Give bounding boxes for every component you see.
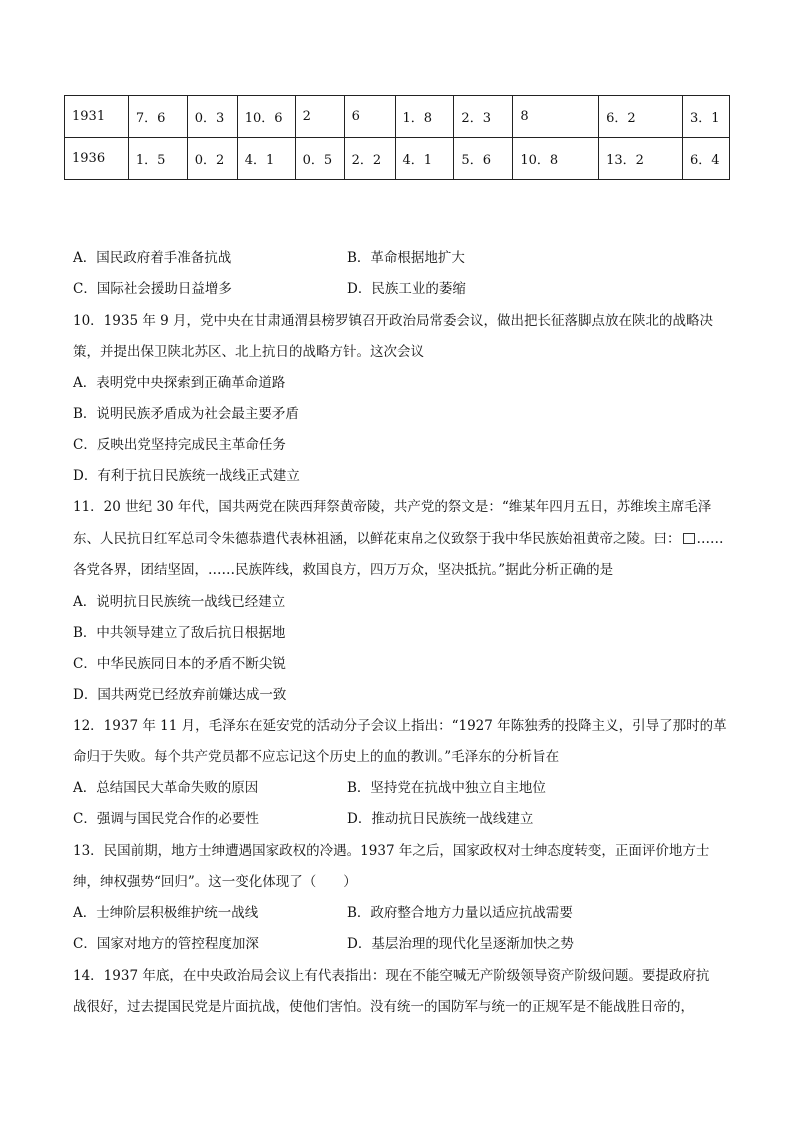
q10-stem-line-2: 策，并提出保卫陕北苏区、北上抗日的战略方针。这次会议 (73, 344, 424, 360)
table-cell: 5．6 (454, 138, 513, 180)
q10-option-a: A．表明党中央探索到正确革命道路 (73, 375, 286, 391)
q13-option-c: C．国家对地方的管控程度加深 (73, 936, 259, 952)
embedded-object-icon (683, 533, 695, 544)
table-cell: 8 (513, 96, 599, 138)
q9-option-b: B．革命根据地扩大 (347, 250, 465, 266)
q10-option-d: D．有利于抗日民族统一战线正式建立 (73, 468, 300, 484)
table-cell: 1931 (65, 96, 129, 138)
table-cell: 6．4 (682, 138, 729, 180)
table-cell: 4．1 (395, 138, 454, 180)
q12-stem-line-2: 命归于失败。每个共产党员都不应忘记这个历史上的血的教训。”毛泽东的分析旨在 (73, 749, 560, 765)
q12-stem-line-1: 12．1937 年 11 月，毛泽东在延安党的活动分子会议上指出：“1927 年陈独秀的投降主义，引导了那时的革 (73, 718, 727, 734)
table-cell: 2．3 (454, 96, 513, 138)
q13-stem-line-1: 13．民国前期，地方士绅遭遇国家政权的冷遇。1937 年之后，国家政权对士绅态度转变，正面评价地方士 (73, 843, 710, 859)
q11-option-b: B．中共领导建立了敌后抗日根据地 (73, 625, 286, 641)
q12-option-b: B．坚持党在抗战中独立自主地位 (347, 780, 546, 796)
q10-option-c: C．反映出党坚持完成民主革命任务 (73, 437, 286, 453)
table-cell: 0．2 (187, 138, 237, 180)
q11-option-a: A．说明抗日民族统一战线已经建立 (73, 594, 286, 610)
table-row (65, 138, 730, 180)
table-cell: 6．2 (599, 96, 683, 138)
table-cell: 7．6 (128, 96, 187, 138)
table-cell: 2 (295, 96, 344, 138)
q13-option-b: B．政府整合地方力量以适应抗战需要 (347, 905, 573, 921)
q11-stem-line-2a: 东、人民抗日红军总司令朱德恭遣代表林祖涵，以鲜花束帛之仪致祭于我中华民族始祖黄帝之陵。曰： (73, 531, 681, 547)
table-row (65, 96, 730, 138)
q9-option-c: C．国际社会援助日益增多 (73, 281, 232, 297)
q11-option-d: D．国共两党已经放弃前嫌达成一致 (73, 687, 287, 703)
table-cell: 1．8 (395, 96, 454, 138)
table-cell: 6 (344, 96, 395, 138)
q9-option-d: D．民族工业的萎缩 (347, 281, 466, 297)
table-cell: 2．2 (344, 138, 395, 180)
q10-option-b: B．说明民族矛盾成为社会最主要矛盾 (73, 406, 299, 422)
q11-stem-line-2 (73, 529, 724, 549)
table-cell: 10．6 (237, 96, 295, 138)
table-cell: 1．5 (128, 138, 187, 180)
table-cell: 1936 (65, 138, 129, 180)
q11-stem-line-3: 各党各界，团结坚固，……民族阵线，救国良方，四万万众，坚决抵抗。”据此分析正确的是 (73, 562, 614, 578)
q12-option-d: D．推动抗日民族统一战线建立 (347, 811, 534, 827)
table-cell: 13．2 (599, 138, 683, 180)
q13-option-a: A．士绅阶层积极维护统一战线 (73, 905, 259, 921)
q11-option-c: C．中华民族同日本的矛盾不断尖锐 (73, 656, 286, 672)
q13-stem-line-2: 绅，绅权强势“回归”。这一变化体现了（ ） (73, 874, 357, 890)
table-cell: 4．1 (237, 138, 295, 180)
table-cell: 3．1 (682, 96, 729, 138)
table-cell: 10．8 (513, 138, 599, 180)
table-cell: 0．5 (295, 138, 344, 180)
q11-stem-line-2b: …… (696, 531, 724, 547)
q14-stem-line-1: 14．1937 年底，在中央政治局会议上有代表指出：现在不能空喊无产阶级领导资产阶级问题。要提政府抗 (73, 968, 710, 984)
q10-stem-line-1: 10．1935 年 9 月，党中央在甘肃通渭县榜罗镇召开政治局常委会议，做出把长征落脚点放在陕北的战略决 (73, 313, 713, 329)
q13-option-d: D．基层治理的现代化呈逐渐加快之势 (347, 936, 574, 952)
q12-option-c: C．强调与国民党合作的必要性 (73, 811, 259, 827)
data-table (64, 95, 730, 180)
q14-stem-line-2: 战很好，过去提国民党是片面抗战，使他们害怕。没有统一的国防军与统一的正规军是不能战胜日帝的， (73, 999, 694, 1015)
table-cell: 0．3 (187, 96, 237, 138)
q12-option-a: A．总结国民大革命失败的原因 (73, 780, 259, 796)
q11-stem-line-1: 11．20 世纪 30 年代，国共两党在陕西拜祭黄帝陵，共产党的祭文是：“维某年四月五日，苏维埃主席毛泽 (73, 499, 712, 515)
q9-option-a: A．国民政府着手准备抗战 (73, 250, 232, 266)
